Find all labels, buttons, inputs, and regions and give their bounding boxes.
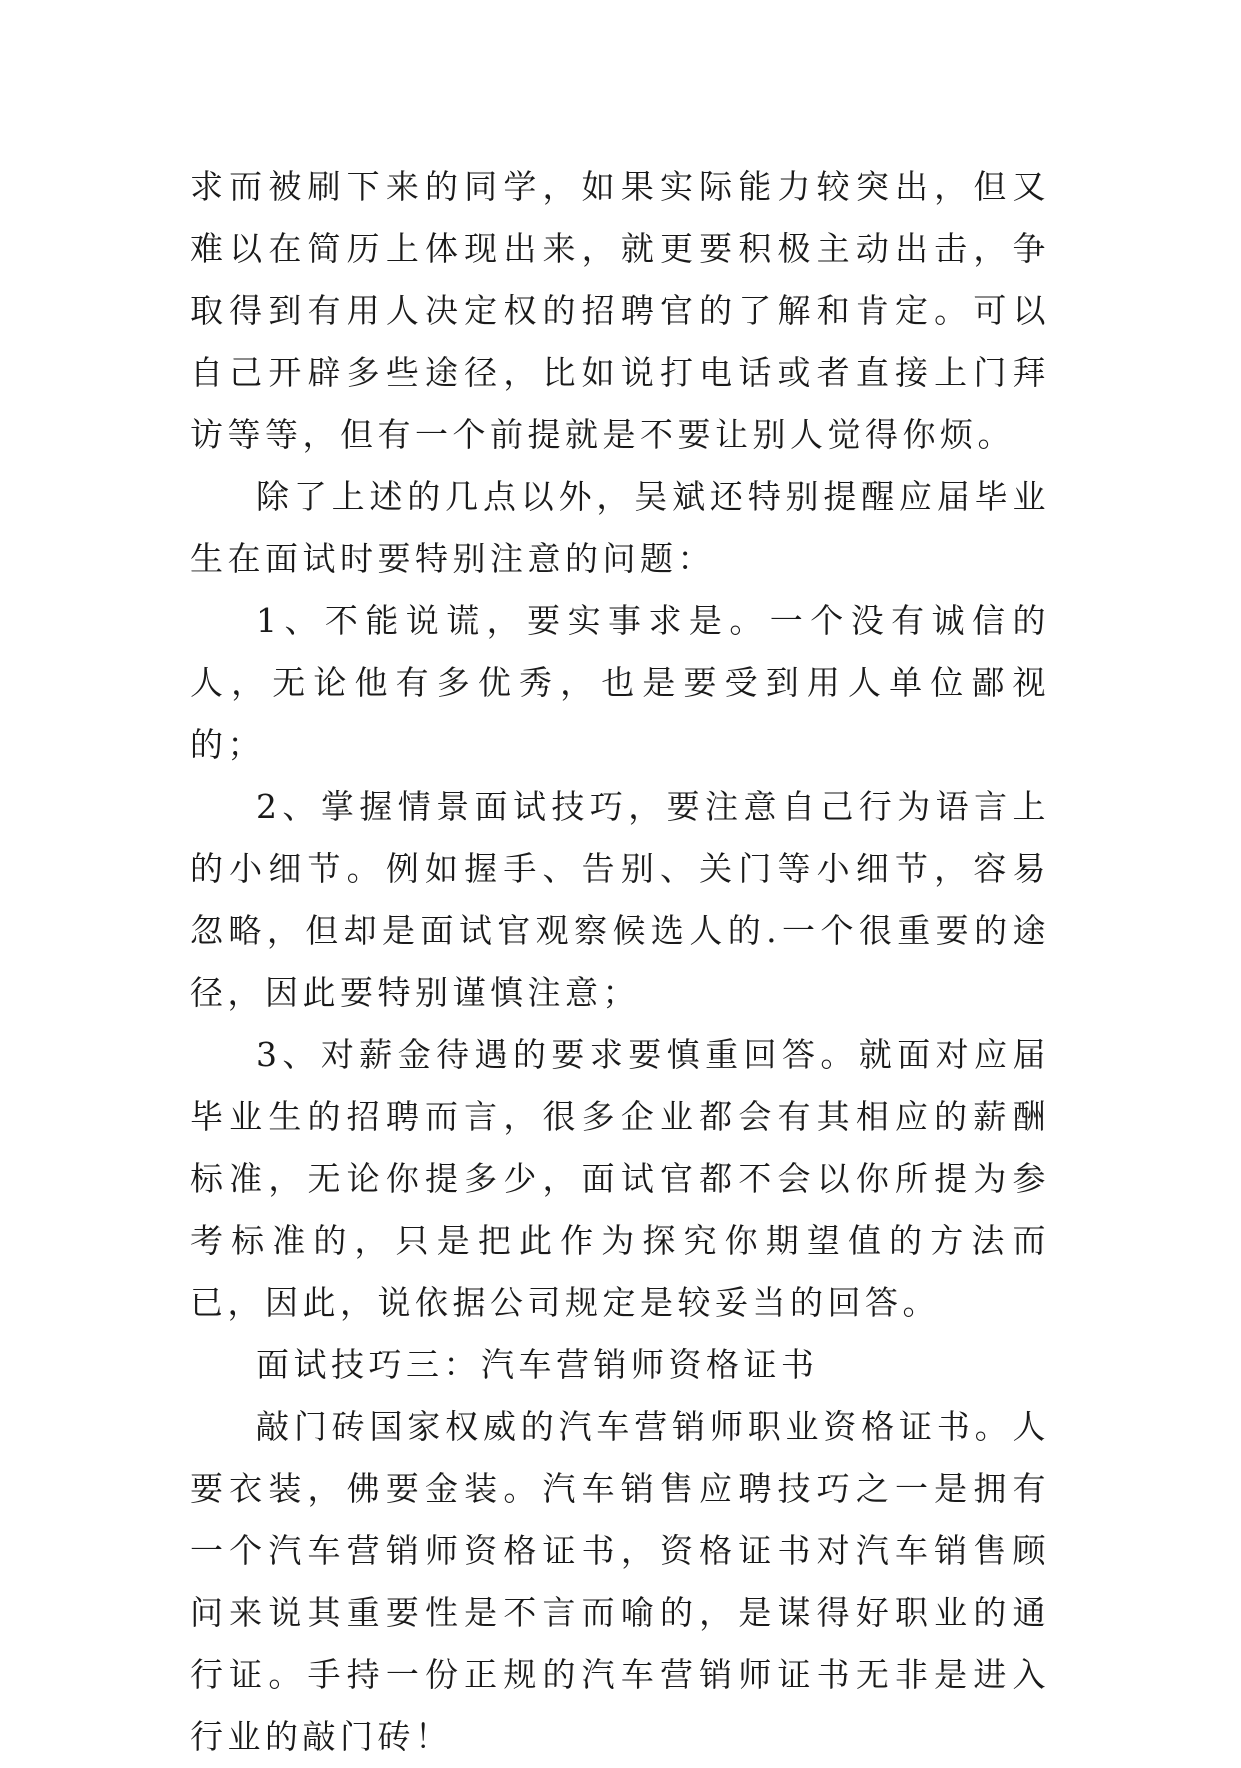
paragraph-certificate: 敲门砖国家权威的汽车营销师职业资格证书。人要衣装，佛要金装。汽车销售应聘技巧之一是拥有一个汽车营销师资格证书，资格证书对汽车销售顾问来说其重要性是不言而喻的，是谋得好职业的通行证。手持一份正规的汽车营销师证书无非是进入行业的敲门砖！ [190,1407,1050,1756]
document-body [190,156,1050,1768]
paragraph-point-3: 3、对薪金待遇的要求要慎重回答。就面对应届毕业生的招聘而言，很多企业都会有其相应的薪酬标准，无论你提多少，面试官都不会以你所提为参考标准的，只是把此作为探究你期望值的方法而已，因此，说依据公司规定是较妥当的回答。 [190,1035,1050,1322]
paragraph-point-1: 1、不能说谎，要实事求是。一个没有诚信的人，无论他有多优秀，也是要受到用人单位鄙视的； [190,601,1050,764]
paragraph-point-2: 2、掌握情景面试技巧，要注意自己行为语言上的小细节。例如握手、告别、关门等小细节，容易忽略，但却是面试官观察候选人的.一个很重要的途径，因此要特别谨慎注意； [190,787,1050,1012]
paragraph-continuation: 求而被刷下来的同学，如果实际能力较突出，但又难以在简历上体现出来，就更要积极主动出击，争取得到有用人决定权的招聘官的了解和肯定。可以自己开辟多些途径，比如说打电话或者直接上门拜访等等，但有一个前提就是不要让别人觉得你烦。 [190,167,1050,454]
section-heading: 面试技巧三：汽车营销师资格证书 [256,1345,819,1384]
paragraph-interview-notes-intro: 除了上述的几点以外，吴斌还特别提醒应届毕业生在面试时要特别注意的问题： [190,477,1050,578]
